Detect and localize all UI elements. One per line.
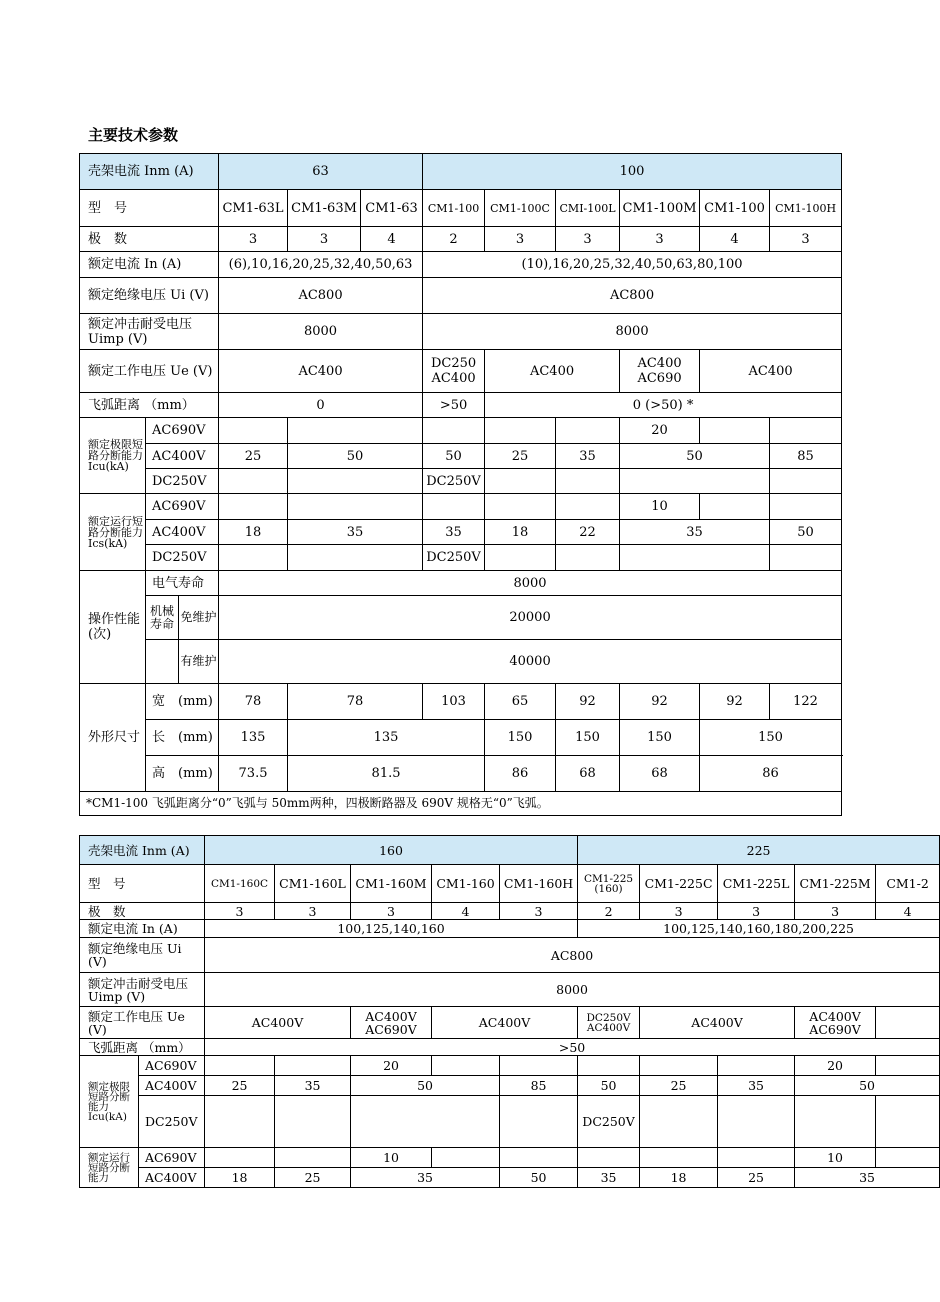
table-cell — [718, 1096, 795, 1148]
table-cell: 3 — [640, 903, 718, 920]
table-cell — [423, 494, 485, 520]
row-sublabel: AC400V — [146, 520, 219, 545]
table-row — [80, 836, 940, 865]
table-cell — [288, 418, 423, 444]
table-cell: 86 — [700, 756, 842, 792]
table-cell: AC400V AC690V — [351, 1007, 432, 1039]
table-cell — [485, 545, 556, 571]
table-cell: 3 — [485, 227, 556, 252]
row-sublabel: 有维护 — [180, 654, 217, 668]
table-row — [80, 756, 842, 792]
table-cell: 50 — [423, 444, 485, 469]
table-cell: 10 — [620, 494, 700, 520]
table-cell: 4 — [700, 227, 770, 252]
table-cell: AC400V — [640, 1007, 795, 1039]
row-sublabel: 机械寿命 — [146, 596, 179, 639]
table-cell: 20 — [620, 418, 700, 444]
row-label: 额定运行短路分断能力 — [80, 1148, 139, 1188]
table-row — [80, 938, 940, 973]
table-row — [80, 350, 842, 393]
table-cell — [876, 1148, 940, 1168]
table-row — [80, 314, 842, 350]
table-row — [80, 278, 842, 314]
table-cell — [500, 1056, 578, 1076]
table-cell: 50 — [770, 520, 842, 545]
table-row — [80, 1076, 940, 1096]
table-cell: 50 — [620, 444, 770, 469]
table-cell: CM1-2 — [876, 865, 940, 903]
table-cell — [876, 1056, 940, 1076]
table-cell: 35 — [620, 520, 770, 545]
table-cell — [795, 1096, 876, 1148]
table-cell: DC250V — [423, 469, 485, 494]
table-row — [80, 903, 940, 920]
table-cell: 8000 — [423, 314, 842, 350]
table-cell — [275, 1096, 351, 1148]
table-cell — [205, 1096, 275, 1148]
table-row — [80, 393, 842, 418]
table-cell: 150 — [700, 720, 842, 756]
table-row — [80, 1148, 940, 1168]
table-row — [80, 227, 842, 252]
mechanical-life-cell — [146, 596, 219, 640]
table-cell: 122 — [770, 684, 842, 720]
row-label: 额定运行短路分断能力 Ics(kA) — [80, 494, 146, 571]
table-cell: AC400V — [205, 1007, 351, 1039]
table-cell: DC250V — [578, 1096, 640, 1148]
table-cell — [500, 1148, 578, 1168]
table-cell: 50 — [578, 1076, 640, 1096]
table-cell: AC400V — [432, 1007, 578, 1039]
table-row — [80, 494, 842, 520]
table-row — [80, 792, 842, 816]
table-cell: CM1-160 — [432, 865, 500, 903]
table-cell — [718, 1056, 795, 1076]
table-row — [80, 1096, 940, 1148]
table-cell — [640, 1148, 718, 1168]
table-cell: 20000 — [219, 596, 842, 640]
table-cell: 50 — [795, 1076, 940, 1096]
table-row — [80, 469, 842, 494]
table-cell — [620, 545, 770, 571]
row-sublabel: AC690V — [146, 418, 219, 444]
table-cell — [876, 1007, 940, 1039]
table-cell: 35 — [351, 1168, 500, 1188]
table-cell — [432, 1148, 500, 1168]
table-cell — [700, 418, 770, 444]
row-sublabel: 长 (mm) — [146, 720, 219, 756]
table-cell: (6),10,16,20,25,32,40,50,63 — [219, 252, 423, 278]
table-cell — [620, 469, 770, 494]
footnote: *CM1-100 飞弧距离分“0”飞弧与 50mm两种，四极断路器及 690V 规格无“0”飞弧。 — [80, 792, 842, 816]
table-cell — [718, 1148, 795, 1168]
table-cell: DC250V — [423, 545, 485, 571]
table-cell: 25 — [275, 1168, 351, 1188]
table-cell: 25 — [205, 1076, 275, 1096]
table-cell: 25 — [640, 1076, 718, 1096]
table-cell: DC250 AC400 — [423, 350, 485, 393]
row-sublabel: DC250V — [146, 469, 219, 494]
table-cell: CM1-225C — [640, 865, 718, 903]
table-cell — [219, 469, 288, 494]
table-cell: CM1-63M — [288, 190, 361, 227]
table-row — [80, 444, 842, 469]
row-sublabel: DC250V — [139, 1096, 205, 1148]
table-cell — [219, 545, 288, 571]
table-cell: 150 — [556, 720, 620, 756]
table-cell: 2 — [578, 903, 640, 920]
table-cell: 18 — [219, 520, 288, 545]
table-cell — [485, 494, 556, 520]
table-cell: 50 — [500, 1168, 578, 1188]
table-cell: 20 — [795, 1056, 876, 1076]
row-label: 极 数 — [80, 227, 219, 252]
table-cell — [219, 418, 288, 444]
table-cell — [205, 1148, 275, 1168]
table-cell — [288, 469, 423, 494]
table-cell: 86 — [485, 756, 556, 792]
spec-table-63-100 — [79, 153, 842, 816]
table-cell — [876, 1096, 940, 1148]
table-cell — [275, 1056, 351, 1076]
table-cell: CM1-100 — [423, 190, 485, 227]
table-cell: AC800 — [423, 278, 842, 314]
row-label: 额定工作电压 Ue (V) — [80, 1007, 205, 1039]
table-cell: 3 — [219, 227, 288, 252]
table-cell: >50 — [423, 393, 485, 418]
table-cell: CM1-160L — [275, 865, 351, 903]
table-cell: 50 — [288, 444, 423, 469]
row-label: 飞弧距离 （mm） — [80, 393, 219, 418]
table-row — [80, 571, 842, 596]
table-cell: 35 — [578, 1168, 640, 1188]
table-cell: AC400 AC690 — [620, 350, 700, 393]
table-cell: 3 — [288, 227, 361, 252]
table-cell: 73.5 — [219, 756, 288, 792]
table-cell: 225 — [578, 836, 940, 865]
page-title: 主要技术参数 — [88, 126, 179, 144]
table-cell: 3 — [620, 227, 700, 252]
table-cell: 35 — [288, 520, 423, 545]
table-row — [80, 252, 842, 278]
table-cell — [556, 469, 620, 494]
table-cell — [578, 1056, 640, 1076]
table-cell: 103 — [423, 684, 485, 720]
table-cell: 160 — [205, 836, 578, 865]
table-cell: 8000 — [219, 314, 423, 350]
table-row — [80, 154, 842, 190]
table-cell: 85 — [500, 1076, 578, 1096]
table-cell — [205, 1056, 275, 1076]
table-row — [80, 720, 842, 756]
table-cell: 18 — [205, 1168, 275, 1188]
table-cell: 150 — [485, 720, 556, 756]
row-sublabel: 高 (mm) — [146, 756, 219, 792]
row-label: 额定绝缘电压 Ui (V) — [80, 278, 219, 314]
table-cell: 65 — [485, 684, 556, 720]
table-cell: 50 — [351, 1076, 500, 1096]
table-cell: 2 — [423, 227, 485, 252]
table-cell — [578, 1148, 640, 1168]
table-cell: 35 — [795, 1168, 940, 1188]
row-label: 额定冲击耐受电压 Uimp (V) — [80, 973, 205, 1007]
table-cell: 135 — [219, 720, 288, 756]
table-row — [80, 920, 940, 938]
row-sublabel: AC690V — [139, 1056, 205, 1076]
table-row — [80, 1168, 940, 1188]
table-cell: CMI-100L — [556, 190, 620, 227]
table-cell — [556, 418, 620, 444]
table-cell: 135 — [288, 720, 485, 756]
table-cell: 35 — [556, 444, 620, 469]
table-cell — [770, 469, 842, 494]
table-cell — [288, 494, 423, 520]
table-cell — [485, 469, 556, 494]
row-sublabel: AC400V — [139, 1076, 205, 1096]
table-cell: CM1-160C — [205, 865, 275, 903]
table-cell: 81.5 — [288, 756, 485, 792]
table-cell — [500, 1096, 578, 1148]
table-row — [80, 1039, 940, 1056]
table-cell: 22 — [556, 520, 620, 545]
row-sublabel: AC400V — [146, 444, 219, 469]
row-label: 外形尺寸 — [80, 684, 146, 792]
table-cell: 85 — [770, 444, 842, 469]
row-label: 极 数 — [80, 903, 205, 920]
table-cell: CM1-100 — [700, 190, 770, 227]
table-row — [80, 545, 842, 571]
row-label: 额定冲击耐受电压 Uimp (V) — [80, 314, 219, 350]
row-sublabel: AC690V — [146, 494, 219, 520]
row-label: 额定工作电压 Ue (V) — [80, 350, 219, 393]
table-cell: 100,125,140,160,180,200,225 — [578, 920, 940, 938]
table-cell — [700, 494, 770, 520]
table-cell — [288, 545, 423, 571]
table-cell: CM1-225M — [795, 865, 876, 903]
table-cell: 78 — [219, 684, 288, 720]
table-cell: >50 — [205, 1039, 940, 1056]
table-cell: CM1-100C — [485, 190, 556, 227]
row-sublabel: 免维护 — [180, 610, 217, 624]
row-sublabel: AC400V — [139, 1168, 205, 1188]
row-sublabel: AC690V — [139, 1148, 205, 1168]
table-cell: 25 — [718, 1168, 795, 1188]
table-cell: 40000 — [219, 640, 842, 684]
table-row — [80, 684, 842, 720]
spec-table-160-225 — [79, 835, 940, 1188]
row-sublabel: 宽 (mm) — [146, 684, 219, 720]
table-cell: 25 — [485, 444, 556, 469]
table-cell: 0 — [219, 393, 423, 418]
row-sublabel: 电气寿命 — [146, 571, 219, 596]
table-cell: 8000 — [205, 973, 940, 1007]
table-cell: 68 — [620, 756, 700, 792]
table-cell: 3 — [718, 903, 795, 920]
table-cell — [770, 418, 842, 444]
table-row — [80, 1007, 940, 1039]
mechanical-life-cell — [146, 640, 219, 684]
table-cell: 92 — [700, 684, 770, 720]
table-cell: DC250V AC400V — [578, 1007, 640, 1039]
row-label: 额定电流 In (A) — [80, 920, 205, 938]
table-cell: CM1-63 — [361, 190, 423, 227]
table-row — [80, 190, 842, 227]
table-cell — [770, 545, 842, 571]
table-cell: 92 — [620, 684, 700, 720]
table-cell — [556, 545, 620, 571]
table-cell — [219, 494, 288, 520]
table-cell: CM1-225L — [718, 865, 795, 903]
table-cell: 0 (>50) * — [485, 393, 842, 418]
table-row — [80, 520, 842, 545]
table-cell: 3 — [500, 903, 578, 920]
row-label: 操作性能 (次) — [80, 571, 146, 684]
table-cell: 10 — [351, 1148, 432, 1168]
table-cell — [351, 1096, 500, 1148]
table-cell: 92 — [556, 684, 620, 720]
table-cell: 35 — [275, 1076, 351, 1096]
table-cell — [432, 1056, 500, 1076]
table-cell: AC400 — [700, 350, 842, 393]
table-cell: 3 — [556, 227, 620, 252]
row-label: 型 号 — [80, 865, 205, 903]
table-cell: CM1-225 (160) — [578, 865, 640, 903]
table-row — [80, 1056, 940, 1076]
table-cell: 8000 — [219, 571, 842, 596]
table-cell: 25 — [219, 444, 288, 469]
row-sublabel: DC250V — [146, 545, 219, 571]
table-cell: 18 — [485, 520, 556, 545]
table-cell: 35 — [423, 520, 485, 545]
row-label: 壳架电流 Inm (A) — [80, 836, 205, 865]
table-cell: 150 — [620, 720, 700, 756]
table-cell: AC800 — [219, 278, 423, 314]
table-cell: (10),16,20,25,32,40,50,63,80,100 — [423, 252, 842, 278]
table-cell: 100,125,140,160 — [205, 920, 578, 938]
table-cell: 3 — [205, 903, 275, 920]
row-label: 型 号 — [80, 190, 219, 227]
table-cell — [640, 1096, 718, 1148]
table-cell: CM1-160H — [500, 865, 578, 903]
table-cell — [556, 494, 620, 520]
table-cell: 4 — [876, 903, 940, 920]
row-label: 额定极限短路分断能力 Icu(kA) — [80, 1056, 139, 1148]
table-cell: 3 — [275, 903, 351, 920]
row-label: 飞弧距离 （mm） — [80, 1039, 205, 1056]
table-cell: CM1-100H — [770, 190, 842, 227]
table-cell: CM1-160M — [351, 865, 432, 903]
table-row — [80, 418, 842, 444]
table-cell — [770, 494, 842, 520]
table-cell: 68 — [556, 756, 620, 792]
table-cell: AC400V AC690V — [795, 1007, 876, 1039]
row-label: 额定绝缘电压 Ui (V) — [80, 938, 205, 973]
table-cell: 100 — [423, 154, 842, 190]
table-cell: AC400 — [219, 350, 423, 393]
row-label: 壳架电流 Inm (A) — [80, 154, 219, 190]
table-cell: AC800 — [205, 938, 940, 973]
table-cell — [275, 1148, 351, 1168]
table-cell: 3 — [770, 227, 842, 252]
table-cell: 78 — [288, 684, 423, 720]
table-cell: 20 — [351, 1056, 432, 1076]
table-cell: 10 — [795, 1148, 876, 1168]
table-cell: 3 — [351, 903, 432, 920]
table-row — [80, 973, 940, 1007]
table-cell: 3 — [795, 903, 876, 920]
table-cell: 4 — [361, 227, 423, 252]
table-row — [80, 596, 842, 640]
table-cell: 4 — [432, 903, 500, 920]
table-cell: AC400 — [485, 350, 620, 393]
table-cell — [423, 418, 485, 444]
table-cell: 18 — [640, 1168, 718, 1188]
table-cell: 63 — [219, 154, 423, 190]
table-row — [80, 865, 940, 903]
table-cell: CM1-100M — [620, 190, 700, 227]
row-label: 额定极限短路分断能力 Icu(kA) — [80, 418, 146, 494]
table-row — [80, 640, 842, 684]
table-cell — [640, 1056, 718, 1076]
table-cell: CM1-63L — [219, 190, 288, 227]
table-cell: 35 — [718, 1076, 795, 1096]
row-label: 额定电流 In (A) — [80, 252, 219, 278]
table-cell — [485, 418, 556, 444]
